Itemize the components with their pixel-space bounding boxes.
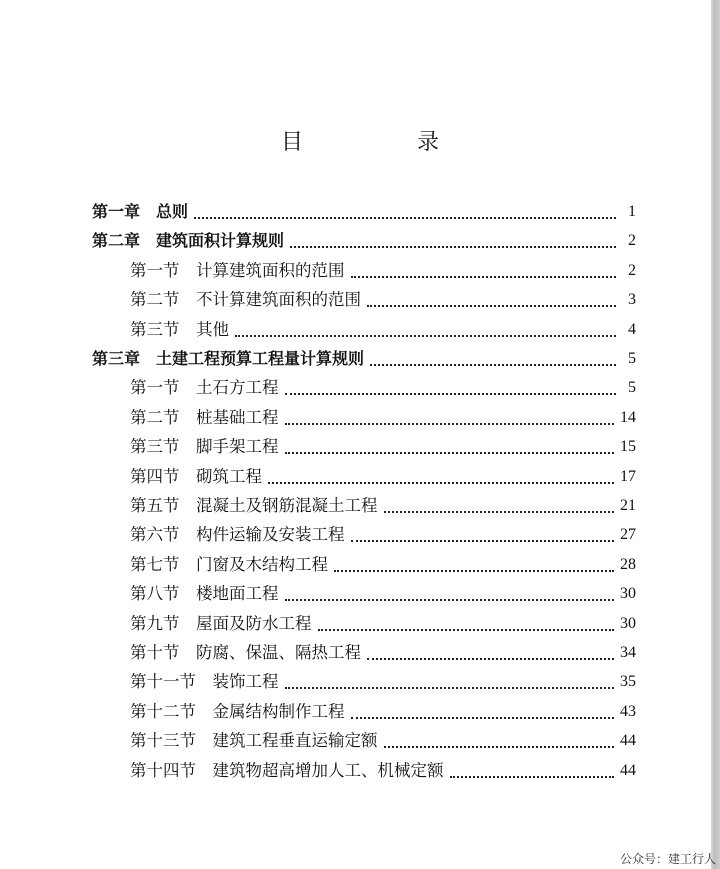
toc-page-number: 44 — [620, 732, 636, 750]
toc-entry-label: 第四节 砌筑工程 — [130, 466, 262, 486]
toc-section-row — [130, 522, 636, 546]
toc-page-number: 3 — [628, 291, 636, 309]
toc-section-row — [130, 552, 636, 576]
toc-dot-leader — [367, 646, 614, 660]
toc-dot-leader — [235, 323, 616, 337]
toc-dot-leader — [285, 411, 615, 425]
toc-section-row — [130, 287, 636, 311]
toc-section-row — [130, 669, 636, 693]
toc-section-row — [130, 640, 636, 664]
toc-dot-leader — [268, 470, 614, 484]
toc-page-number: 5 — [628, 350, 636, 367]
toc-entry-label: 第一章 总则 — [92, 202, 189, 221]
toc-section-row — [130, 758, 636, 782]
toc-entry-label: 第三节 脚手架工程 — [130, 437, 279, 457]
toc-dot-leader — [285, 587, 615, 601]
toc-page-number: 35 — [620, 673, 636, 691]
toc-entry-label: 第六节 构件运输及安装工程 — [130, 525, 345, 545]
toc-page-number: 2 — [628, 261, 636, 279]
toc-page-number: 28 — [620, 555, 636, 573]
toc-dot-leader — [285, 381, 617, 395]
toc-chapter-row — [92, 228, 636, 252]
toc-dot-leader — [194, 205, 616, 219]
toc-entry-label: 第二章 建筑面积计算规则 — [92, 231, 285, 251]
toc-page-number: 15 — [620, 438, 636, 456]
toc-page-number: 27 — [620, 526, 636, 544]
toc-section-row — [130, 375, 636, 399]
toc-dot-leader — [351, 705, 615, 719]
toc-dot-leader — [384, 499, 615, 513]
toc-page-number: 17 — [620, 467, 636, 485]
toc-dot-leader — [450, 764, 615, 778]
toc-entry-label: 第七节 门窗及木结构工程 — [130, 554, 328, 574]
toc-section-row — [130, 728, 636, 752]
toc-entry-label: 第十三节 建筑工程垂直运输定额 — [130, 731, 378, 751]
toc-page-number: 44 — [620, 761, 636, 779]
toc-dot-leader — [290, 234, 616, 248]
toc-entry-label: 第一节 计算建筑面积的范围 — [130, 260, 345, 280]
toc-entry-label: 第十节 防腐、保温、隔热工程 — [130, 643, 361, 662]
toc-section-row — [130, 611, 636, 635]
toc-dot-leader — [367, 293, 616, 307]
footer-watermark: 公众号：建工行人 — [619, 852, 716, 866]
toc-section-row — [130, 699, 636, 723]
toc-entry-label: 第二节 桩基础工程 — [130, 407, 279, 427]
toc-section-row — [130, 493, 636, 517]
toc-entry-label: 第十四节 建筑物超高增加人工、机械定额 — [130, 760, 444, 780]
toc-page-number: 30 — [620, 585, 636, 603]
toc-dot-leader — [351, 528, 615, 542]
toc-page-number: 5 — [628, 379, 636, 397]
page-title: 目 录 — [280, 130, 485, 155]
toc-entry-label: 第十二节 金属结构制作工程 — [130, 701, 345, 721]
toc-dot-leader — [351, 264, 617, 278]
toc-entry-label: 第九节 屋面及防水工程 — [130, 613, 312, 633]
toc-page-number: 14 — [620, 408, 636, 426]
toc-page-number: 43 — [620, 702, 636, 720]
toc-section-row — [130, 258, 636, 282]
toc-section-row — [130, 434, 636, 458]
toc-section-row — [130, 317, 636, 341]
toc-page-number: 30 — [620, 614, 636, 632]
toc-page-number: 2 — [628, 232, 636, 250]
toc-page-number: 21 — [620, 497, 636, 514]
toc-dot-leader — [370, 352, 616, 366]
toc-section-row — [130, 464, 636, 488]
toc-section-row — [130, 405, 636, 429]
toc-dot-leader — [285, 675, 615, 689]
toc-dot-leader — [285, 440, 615, 454]
toc-entry-label: 第八节 楼地面工程 — [130, 584, 279, 604]
toc-dot-leader — [334, 558, 614, 572]
toc-section-row — [130, 581, 636, 605]
toc-page-number: 34 — [620, 644, 636, 661]
toc-entry-label: 第三节 其他 — [130, 319, 229, 339]
toc-page-number: 4 — [628, 320, 636, 338]
toc-chapter-row — [92, 346, 636, 370]
toc-entry-label: 第十一节 装饰工程 — [130, 672, 279, 692]
toc-dot-leader — [318, 617, 615, 631]
toc-entry-label: 第五节 混凝土及钢筋混凝土工程 — [130, 496, 378, 515]
toc-entry-label: 第三章 土建工程预算工程量计算规则 — [92, 349, 365, 368]
toc-chapter-row — [92, 199, 636, 223]
toc-page-number: 1 — [628, 203, 636, 220]
toc-entry-label: 第一节 土石方工程 — [130, 378, 279, 398]
toc-entry-label: 第二节 不计算建筑面积的范围 — [130, 290, 361, 310]
toc-dot-leader — [384, 734, 615, 748]
